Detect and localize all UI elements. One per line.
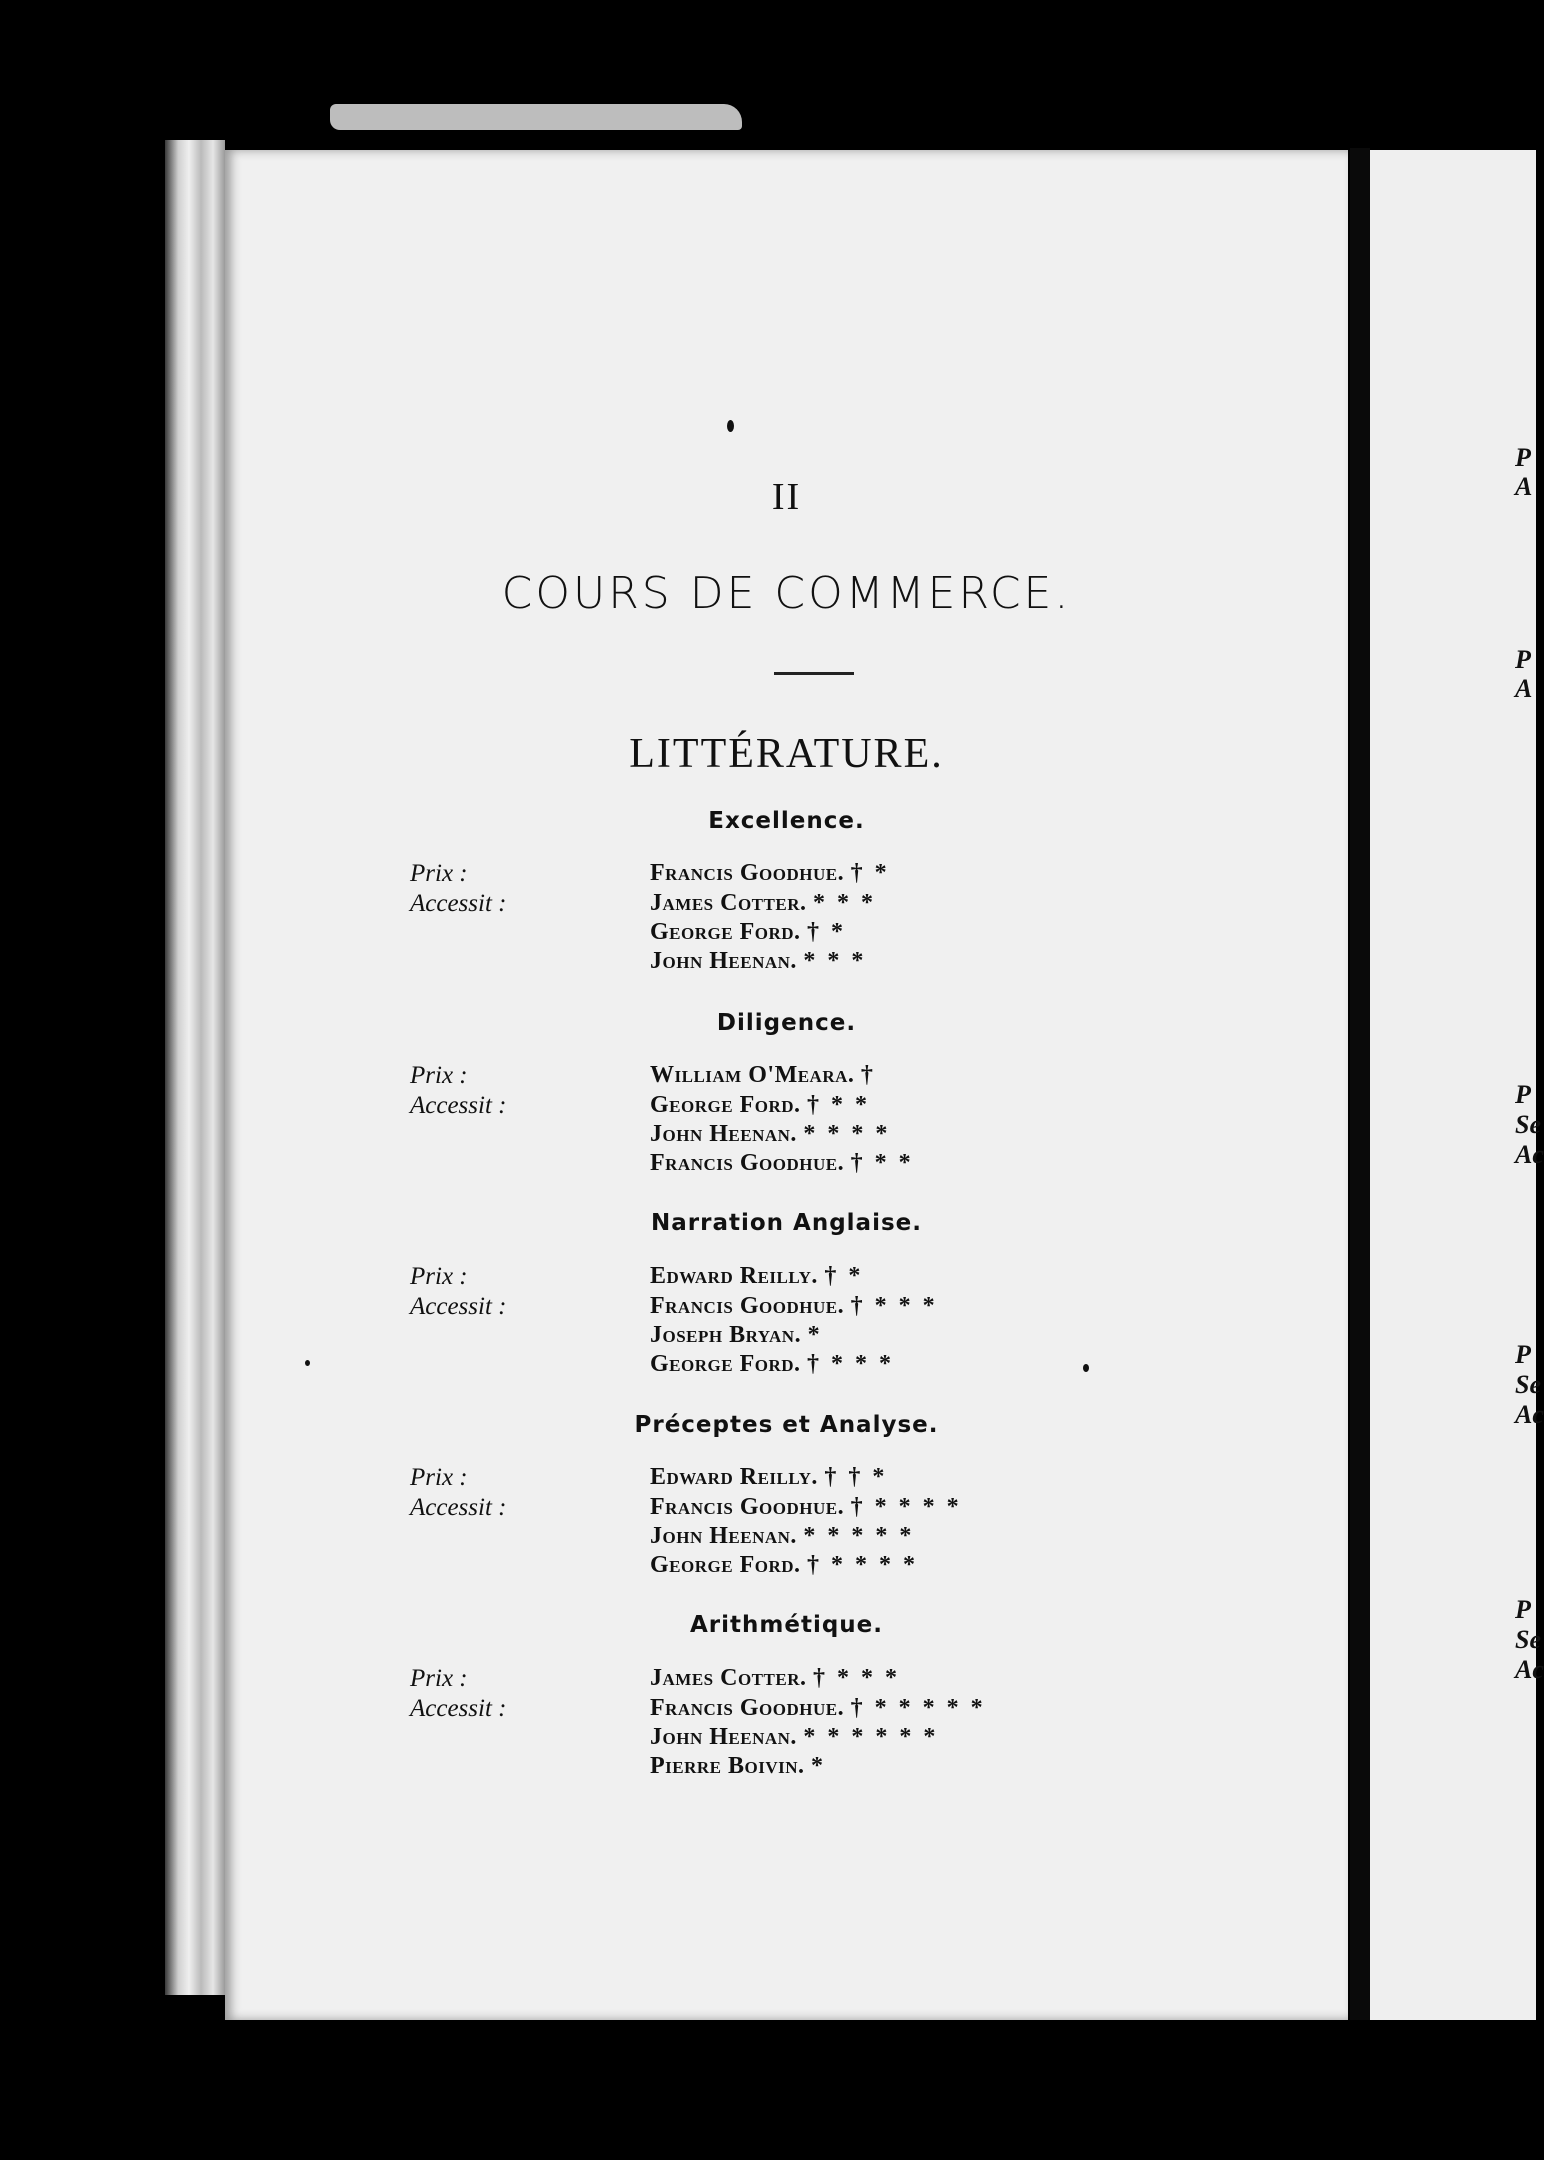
award-marks: † * — [807, 919, 847, 945]
facing-page-fragment: Se — [1515, 1110, 1541, 1139]
facing-page-fragment: A — [1515, 674, 1533, 703]
facing-page-fragment: Ac — [1515, 1400, 1544, 1429]
prize-label: Prix : — [410, 1665, 468, 1692]
title-divider — [774, 672, 854, 675]
student-name: Pierre Boivin. — [650, 1753, 805, 1779]
award-marks: † * * * * — [850, 1494, 962, 1520]
award-entry — [650, 1322, 823, 1349]
book-page-edges — [165, 140, 225, 1995]
category-title-excellence: Excellence. — [708, 808, 865, 834]
torn-paper-edge — [330, 104, 742, 130]
award-entry — [650, 1552, 918, 1579]
student-name: John Heenan. — [650, 948, 797, 974]
facing-page-fragment: P — [1515, 1595, 1531, 1624]
award-marks: † † * — [824, 1464, 888, 1490]
student-name: George Ford. — [650, 1092, 801, 1118]
prize-label: Prix : — [410, 1062, 468, 1089]
student-name: Edward Reilly. — [650, 1263, 818, 1289]
award-marks: † * — [824, 1263, 864, 1289]
award-entry — [650, 1695, 986, 1722]
student-name: James Cotter. — [650, 890, 807, 916]
student-name: William O'Meara. — [650, 1062, 855, 1088]
award-marks: * * * * * * — [803, 1724, 939, 1750]
ink-speck — [1083, 1364, 1089, 1372]
award-marks: † * — [850, 860, 890, 886]
section-number: II — [771, 476, 802, 518]
facing-page — [1370, 150, 1544, 2020]
award-entry — [650, 1665, 900, 1692]
student-name: Francis Goodhue. — [650, 1494, 845, 1520]
category-title-diligence: Diligence. — [716, 1010, 857, 1036]
category-title-narration-anglaise: Narration Anglaise. — [651, 1210, 922, 1236]
award-marks: * * * * — [803, 1121, 891, 1147]
award-entry — [650, 1351, 894, 1378]
award-marks: * * * * * — [803, 1523, 915, 1549]
award-entry — [650, 1150, 914, 1177]
award-entry — [650, 1062, 876, 1089]
award-entry — [650, 1523, 914, 1550]
student-name: Joseph Bryan. — [650, 1322, 802, 1348]
accessit-label: Accessit : — [410, 1494, 507, 1521]
facing-page-fragment: P — [1515, 443, 1531, 472]
student-name: John Heenan. — [650, 1523, 797, 1549]
award-entry — [650, 1724, 938, 1751]
student-name: Edward Reilly. — [650, 1464, 818, 1490]
student-name: John Heenan. — [650, 1724, 797, 1750]
award-marks: * * * — [803, 948, 867, 974]
accessit-label: Accessit : — [410, 1695, 507, 1722]
facing-page-fragment: P — [1515, 1080, 1531, 1109]
award-marks: † * * — [807, 1092, 871, 1118]
award-entry — [650, 948, 866, 975]
accessit-label: Accessit : — [410, 1092, 507, 1119]
facing-page-fragment: P — [1515, 1340, 1531, 1369]
student-name: Francis Goodhue. — [650, 1293, 845, 1319]
ink-speck — [305, 1360, 310, 1366]
award-marks: * — [811, 1753, 827, 1779]
accessit-label: Accessit : — [410, 890, 507, 917]
award-marks: † * * * — [807, 1351, 895, 1377]
facing-page-fragment: Ac — [1515, 1140, 1544, 1169]
prize-label: Prix : — [410, 1464, 468, 1491]
student-name: George Ford. — [650, 1552, 801, 1578]
award-entry — [650, 1121, 890, 1148]
award-entry — [650, 1464, 887, 1491]
award-entry — [650, 1753, 826, 1780]
award-marks: † * * * — [812, 1665, 900, 1691]
award-entry — [650, 1494, 962, 1521]
student-name: George Ford. — [650, 919, 801, 945]
award-entry — [650, 1263, 863, 1290]
award-entry — [650, 890, 876, 917]
course-title: COURS DE COMMERCE. — [501, 568, 1072, 619]
student-name: James Cotter. — [650, 1665, 807, 1691]
award-marks: * — [807, 1322, 823, 1348]
facing-page-fragment: Se — [1515, 1370, 1541, 1399]
category-title-arithmetique: Arithmétique. — [689, 1612, 883, 1638]
student-name: Francis Goodhue. — [650, 860, 845, 886]
award-entry — [650, 1293, 938, 1320]
facing-page-fragment: A — [1515, 472, 1533, 501]
book-binding-gutter — [1350, 148, 1370, 2020]
facing-page-fragment: Se — [1515, 1625, 1541, 1654]
category-title-preceptes-analyse: Préceptes et Analyse. — [634, 1412, 939, 1438]
award-marks: † * * * — [850, 1293, 938, 1319]
award-entry — [650, 919, 846, 946]
section-title: LITTÉRATURE. — [629, 731, 944, 777]
award-marks: † — [860, 1062, 876, 1088]
student-name: Francis Goodhue. — [650, 1150, 845, 1176]
facing-page-fragment: P — [1515, 645, 1531, 674]
ink-speck — [727, 420, 734, 432]
facing-page-fragment: Ac — [1515, 1655, 1544, 1684]
award-entry — [650, 860, 890, 887]
accessit-label: Accessit : — [410, 1293, 507, 1320]
award-marks: * * * — [812, 890, 876, 916]
prize-label: Prix : — [410, 1263, 468, 1290]
page-content — [225, 150, 1348, 2020]
award-marks: † * * * * * — [850, 1695, 986, 1721]
student-name: Francis Goodhue. — [650, 1695, 845, 1721]
award-entry — [650, 1092, 870, 1119]
student-name: John Heenan. — [650, 1121, 797, 1147]
award-marks: † * * — [850, 1150, 914, 1176]
prize-label: Prix : — [410, 860, 468, 887]
award-marks: † * * * * — [807, 1552, 919, 1578]
student-name: George Ford. — [650, 1351, 801, 1377]
